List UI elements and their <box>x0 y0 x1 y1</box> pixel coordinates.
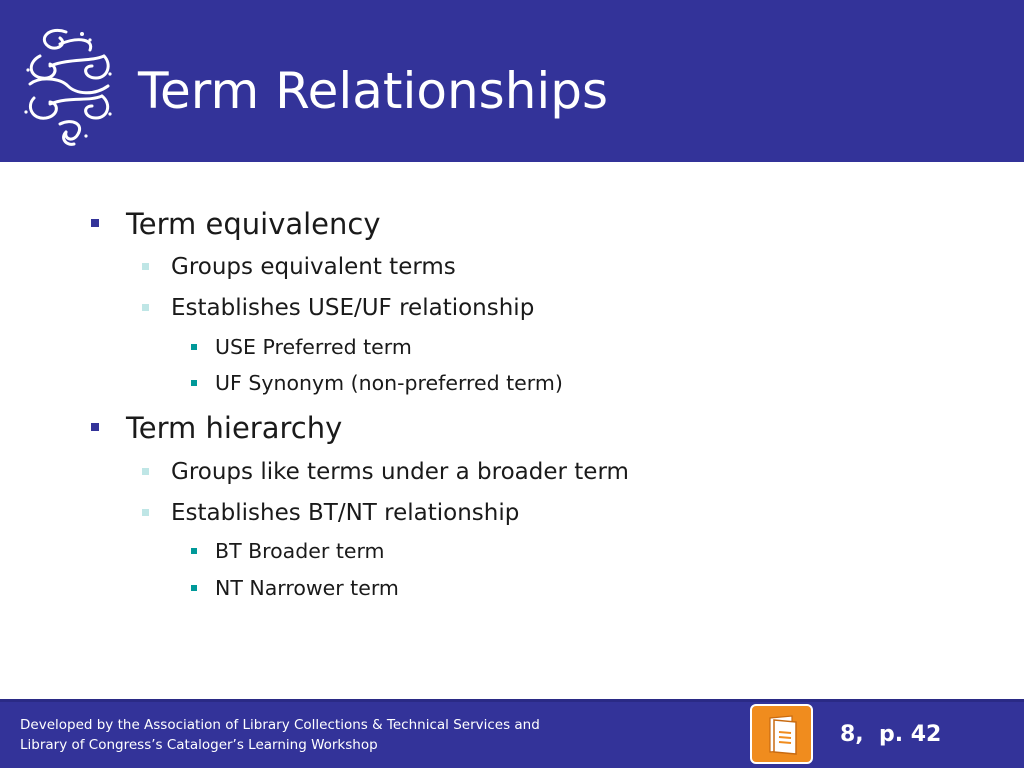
bullet-text: Term equivalency <box>126 207 381 241</box>
square-bullet-icon <box>91 219 99 227</box>
list-item <box>171 498 519 528</box>
bullet-text: Term hierarchy <box>126 411 343 445</box>
bullet-text: UF Synonym (non-preferred term) <box>215 371 563 395</box>
bullet-text: USE Preferred term <box>215 335 412 359</box>
list-item <box>171 252 456 282</box>
footer-divider <box>0 699 1024 702</box>
bullet-text: BT Broader term <box>215 539 385 563</box>
list-item <box>215 334 412 360</box>
bullet-text: Groups like terms under a broader term <box>171 459 629 485</box>
page-reference: 8, p. 42 <box>840 722 942 747</box>
bullet-text: Establishes USE/UF relationship <box>171 295 535 321</box>
square-bullet-icon <box>142 509 149 516</box>
square-bullet-icon <box>191 380 197 386</box>
square-bullet-icon <box>142 263 149 270</box>
footer-credit <box>20 715 540 755</box>
book-icon-graphic <box>752 706 811 762</box>
square-bullet-icon <box>191 548 197 554</box>
bullet-text: Establishes BT/NT relationship <box>171 500 520 526</box>
page-title: Term Relationships <box>138 62 609 120</box>
list-item <box>215 370 563 396</box>
slide-footer <box>0 699 1024 768</box>
list-item <box>126 410 342 446</box>
list-item <box>171 457 629 487</box>
list-item <box>126 206 381 242</box>
square-bullet-icon <box>142 468 149 475</box>
list-item <box>215 575 399 601</box>
flourish-logo <box>20 22 116 148</box>
credit-line: Developed by the Association of Library Collections & Technical Services and <box>20 717 540 733</box>
square-bullet-icon <box>191 344 197 350</box>
bullet-text: NT Narrower term <box>215 576 399 600</box>
bullet-text: Groups equivalent terms <box>171 254 456 280</box>
square-bullet-icon <box>191 585 197 591</box>
credit-line: Library of Congress’s Cataloger’s Learning Workshop <box>20 737 378 753</box>
list-item <box>171 293 534 323</box>
square-bullet-icon <box>91 423 99 431</box>
list-item <box>215 538 385 564</box>
square-bullet-icon <box>142 304 149 311</box>
book-icon <box>750 704 813 764</box>
slide-header <box>0 0 1024 162</box>
